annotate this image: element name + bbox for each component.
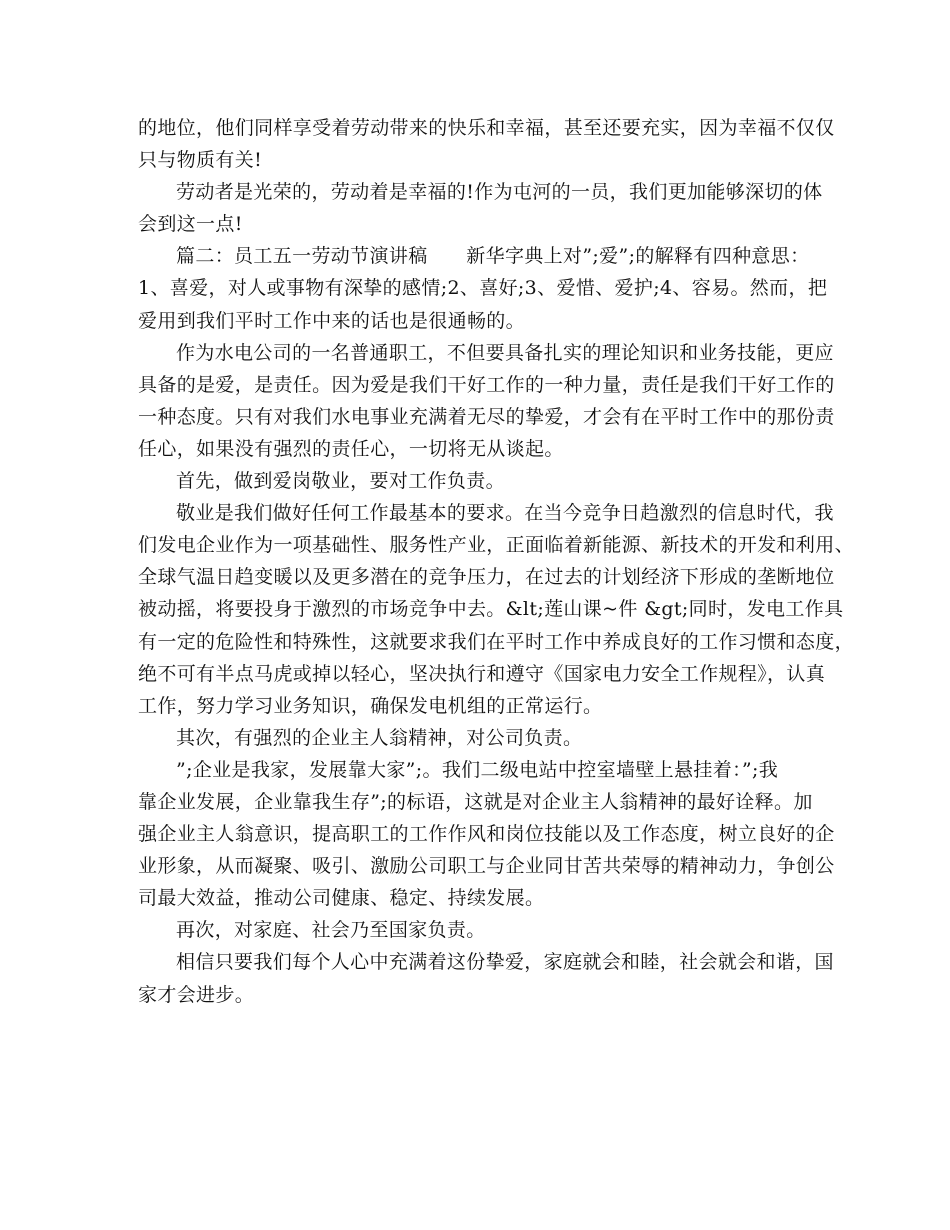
- text-line: 1、喜爱，对人或事物有深挚的感情;2、喜好;3、爱惜、爱护;4、容易。然而，把: [138, 277, 828, 300]
- text-line: 只与物质有关!: [138, 149, 263, 172]
- text-line: 任心，如果没有强烈的责任心，一切将无从谈起。: [138, 437, 564, 460]
- text-line: 司最大效益，推动公司健康、稳定、持续发展。: [138, 887, 545, 910]
- text-line: 全球气温日趋变暖以及更多潜在的竞争压力，在过去的计划经济下形成的垄断地位: [138, 566, 835, 589]
- text-line: 再次，对家庭、社会乃至国家负责。: [176, 919, 486, 942]
- text-line: 敬业是我们做好任何工作最基本的要求。在当今竞争日趋激烈的信息时代，我: [176, 502, 834, 525]
- text-line: 的地位，他们同样享受着劳动带来的快乐和幸福，甚至还要充实，因为幸福不仅仅: [138, 117, 835, 139]
- text-line: 劳动者是光荣的，劳动着是幸福的!作为屯河的一员，我们更加能够深切的体: [176, 181, 823, 204]
- text-line: 业形象，从而凝聚、吸引、激励公司职工与企业同甘苦共荣辱的精神动力，争创公: [138, 855, 835, 878]
- text-line: 有一定的危险性和特殊性，这就要求我们在平时工作中养成良好的工作习惯和态度，: [138, 630, 854, 653]
- text-line: 爱用到我们平时工作中来的话也是很通畅的。: [138, 309, 526, 332]
- text-line: 具备的是爱，是责任。因为爱是我们干好工作的一种力量，责任是我们干好工作的: [138, 373, 835, 396]
- text-line: 相信只要我们每个人心中充满着这份挚爱，家庭就会和睦，社会就会和谐，国: [176, 951, 834, 974]
- text-line: 工作，努力学习业务知识，确保发电机组的正常运行。: [138, 694, 603, 717]
- text-line: 其次，有强烈的企业主人翁精神，对公司负责。: [176, 726, 583, 749]
- section-heading-line: 篇二：员工五一劳动节演讲稿 新华字典上对”;爱”;的解释有四种意思：: [176, 245, 810, 268]
- document-body: [138, 112, 854, 1011]
- text-line: 靠企业发展，企业靠我生存”;的标语，这就是对企业主人翁精神的最好诠释。加: [138, 790, 813, 813]
- text-line: 绝不可有半点马虎或掉以轻心，坚决执行和遵守《国家电力安全工作规程》，认真: [138, 662, 826, 685]
- text-line: 家才会进步。: [138, 983, 255, 1006]
- text-line: 一种态度。只有对我们水电事业充满着无尽的挚爱，才会有在平时工作中的那份责: [138, 405, 835, 428]
- text-line: 作为水电公司的一名普通职工，不但要具备扎实的理论知识和业务技能，更应: [176, 341, 834, 364]
- text-line: 强企业主人翁意识，提高职工的工作作风和岗位技能以及工作态度，树立良好的企: [138, 823, 835, 846]
- text-line: 会到这一点!: [138, 213, 243, 236]
- text-line: 被动摇，将要投身于激烈的市场竞争中去。&lt;莲山课~件 &gt;同时，发电工作具: [138, 598, 844, 621]
- text-line: 首先，做到爱岗敬业，要对工作负责。: [176, 470, 505, 493]
- text-line: 们发电企业作为一项基础性、服务性产业，正面临着新能源、新技术的开发和利用、: [138, 534, 854, 557]
- text-line: ”;企业是我家，发展靠大家”;。我们二级电站中控室墙壁上悬挂着：”;我: [176, 758, 779, 781]
